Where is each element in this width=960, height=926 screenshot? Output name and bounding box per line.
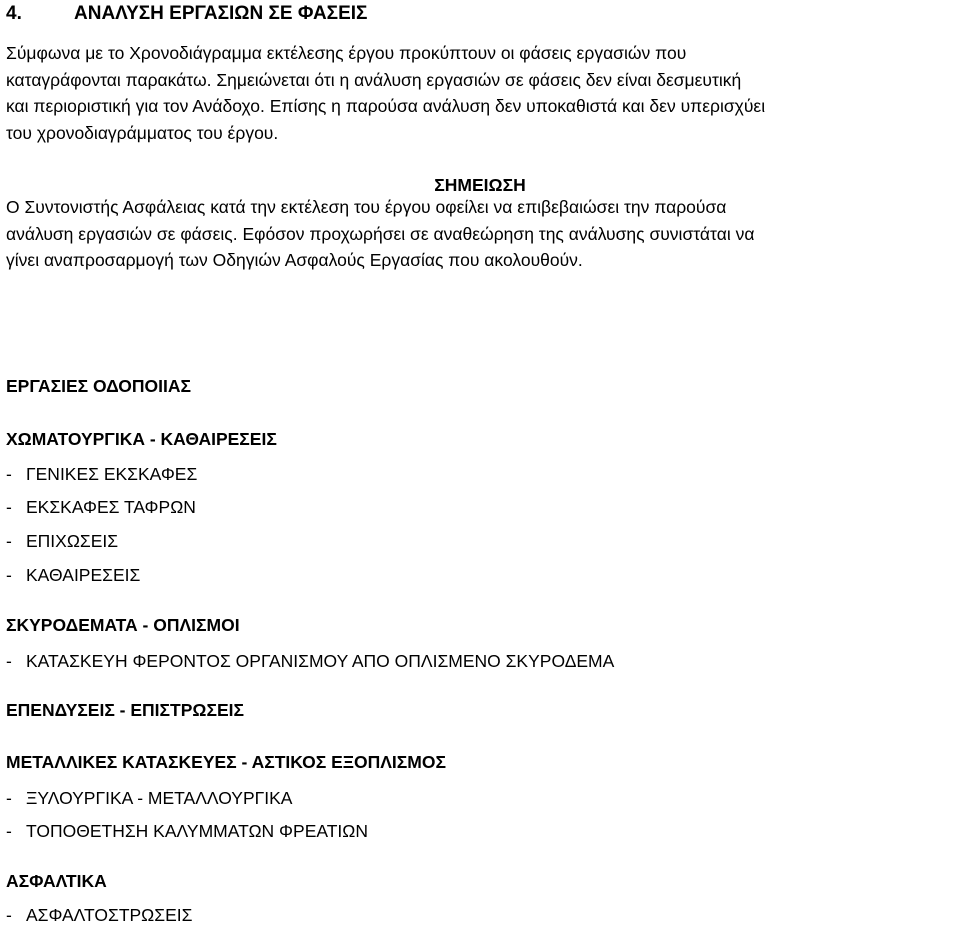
category-title: ΑΣΦΑΛΤΙΚΑ <box>6 871 107 891</box>
list-item-label: ΞΥΛΟΥΡΓΙΚΑ - ΜΕΤΑΛΛΟΥΡΓΙΚΑ <box>26 788 293 808</box>
intro-line: και περιοριστική για τον Ανάδοχο. Επίσης η παρούσα ανάλυση δεν υποκαθιστά και δεν υπερισχύει <box>6 96 766 116</box>
section-number: 4. <box>6 3 22 24</box>
list-item-label: ΤΟΠΟΘΕΤΗΣΗ ΚΑΛΥΜΜΑΤΩΝ ΦΡΕΑΤΙΩΝ <box>26 821 369 841</box>
note-paragraph <box>6 194 956 274</box>
list-dash: - <box>6 788 12 808</box>
list-dash: - <box>6 464 12 484</box>
list-item <box>6 650 614 672</box>
list-item-label: ΚΑΤΑΣΚΕΥΗ ΦΕΡΟΝΤΟΣ ΟΡΓΑΝΙΣΜΟΥ ΑΠΟ ΟΠΛΙΣΜΕΝΟ ΣΚΥΡΟΔΕΜΑ <box>26 651 615 671</box>
list-dash: - <box>6 531 12 551</box>
list-item <box>6 496 196 518</box>
note-line: γίνει αναπροσαρμογή των Οδηγιών Ασφαλούς Εργασίας που ακολουθούν. <box>6 250 583 270</box>
section-heading <box>6 2 367 26</box>
list-item <box>6 463 197 485</box>
intro-line: καταγράφονται παρακάτω. Σημειώνεται ότι η ανάλυση εργασιών σε φάσεις δεν είναι δεσμευτική <box>6 69 742 90</box>
section-title: ΑΝΑΛΥΣΗ ΕΡΓΑΣΙΩΝ ΣΕ ΦΑΣΕΙΣ <box>74 3 368 24</box>
list-dash: - <box>6 821 12 841</box>
category-title: ΣΚΥΡΟΔΕΜΑΤΑ - ΟΠΛΙΣΜΟΙ <box>6 615 240 635</box>
list-dash: - <box>6 497 12 517</box>
list-item <box>6 787 292 809</box>
list-item-label: ΓΕΝΙΚΕΣ ΕΚΣΚΑΦΕΣ <box>26 464 198 484</box>
list-item <box>6 530 118 552</box>
list-dash: - <box>6 565 12 585</box>
list-item <box>6 904 192 926</box>
category-title: ΜΕΤΑΛΛΙΚΕΣ ΚΑΤΑΣΚΕΥΕΣ - ΑΣΤΙΚΟΣ ΕΞΟΠΛΙΣΜΟΣ <box>6 752 446 772</box>
note-line: Ο Συντονιστής Ασφάλειας κατά την εκτέλεση του έργου οφείλει να επιβεβαιώσει την παρούσα <box>6 197 727 217</box>
list-item-label: ΕΚΣΚΑΦΕΣ ΤΑΦΡΩΝ <box>26 497 196 517</box>
intro-line: του χρονοδιαγράμματος του έργου. <box>6 122 279 143</box>
list-item <box>6 564 140 586</box>
category-title: ΕΠΕΝΔΥΣΕΙΣ - ΕΠΙΣΤΡΩΣΕΙΣ <box>6 700 244 720</box>
intro-line: Σύμφωνα με το Χρονοδιάγραμμα εκτέλεσης έργου προκύπτουν οι φάσεις εργασιών που <box>6 43 687 63</box>
list-item-label: ΑΣΦΑΛΤΟΣΤΡΩΣΕΙΣ <box>26 905 193 925</box>
intro-paragraph <box>6 40 956 146</box>
list-item-label: ΕΠΙΧΩΣΕΙΣ <box>26 531 119 551</box>
list-item-label: ΚΑΘΑΙΡΕΣΕΙΣ <box>26 565 141 585</box>
works-title: ΕΡΓΑΣΙΕΣ ΟΔΟΠΟΙΙΑΣ <box>6 376 191 396</box>
list-dash: - <box>6 905 12 925</box>
list-dash: - <box>6 651 12 671</box>
category-title: ΧΩΜΑΤΟΥΡΓΙΚΑ - ΚΑΘΑΙΡΕΣΕΙΣ <box>6 429 277 449</box>
note-title: ΣΗΜΕΙΩΣΗ <box>434 175 526 195</box>
list-item <box>6 820 368 842</box>
note-line: ανάλυση εργασιών σε φάσεις. Εφόσον προχωρήσει σε αναθεώρηση της ανάλυσης συνιστάται να <box>6 223 755 244</box>
